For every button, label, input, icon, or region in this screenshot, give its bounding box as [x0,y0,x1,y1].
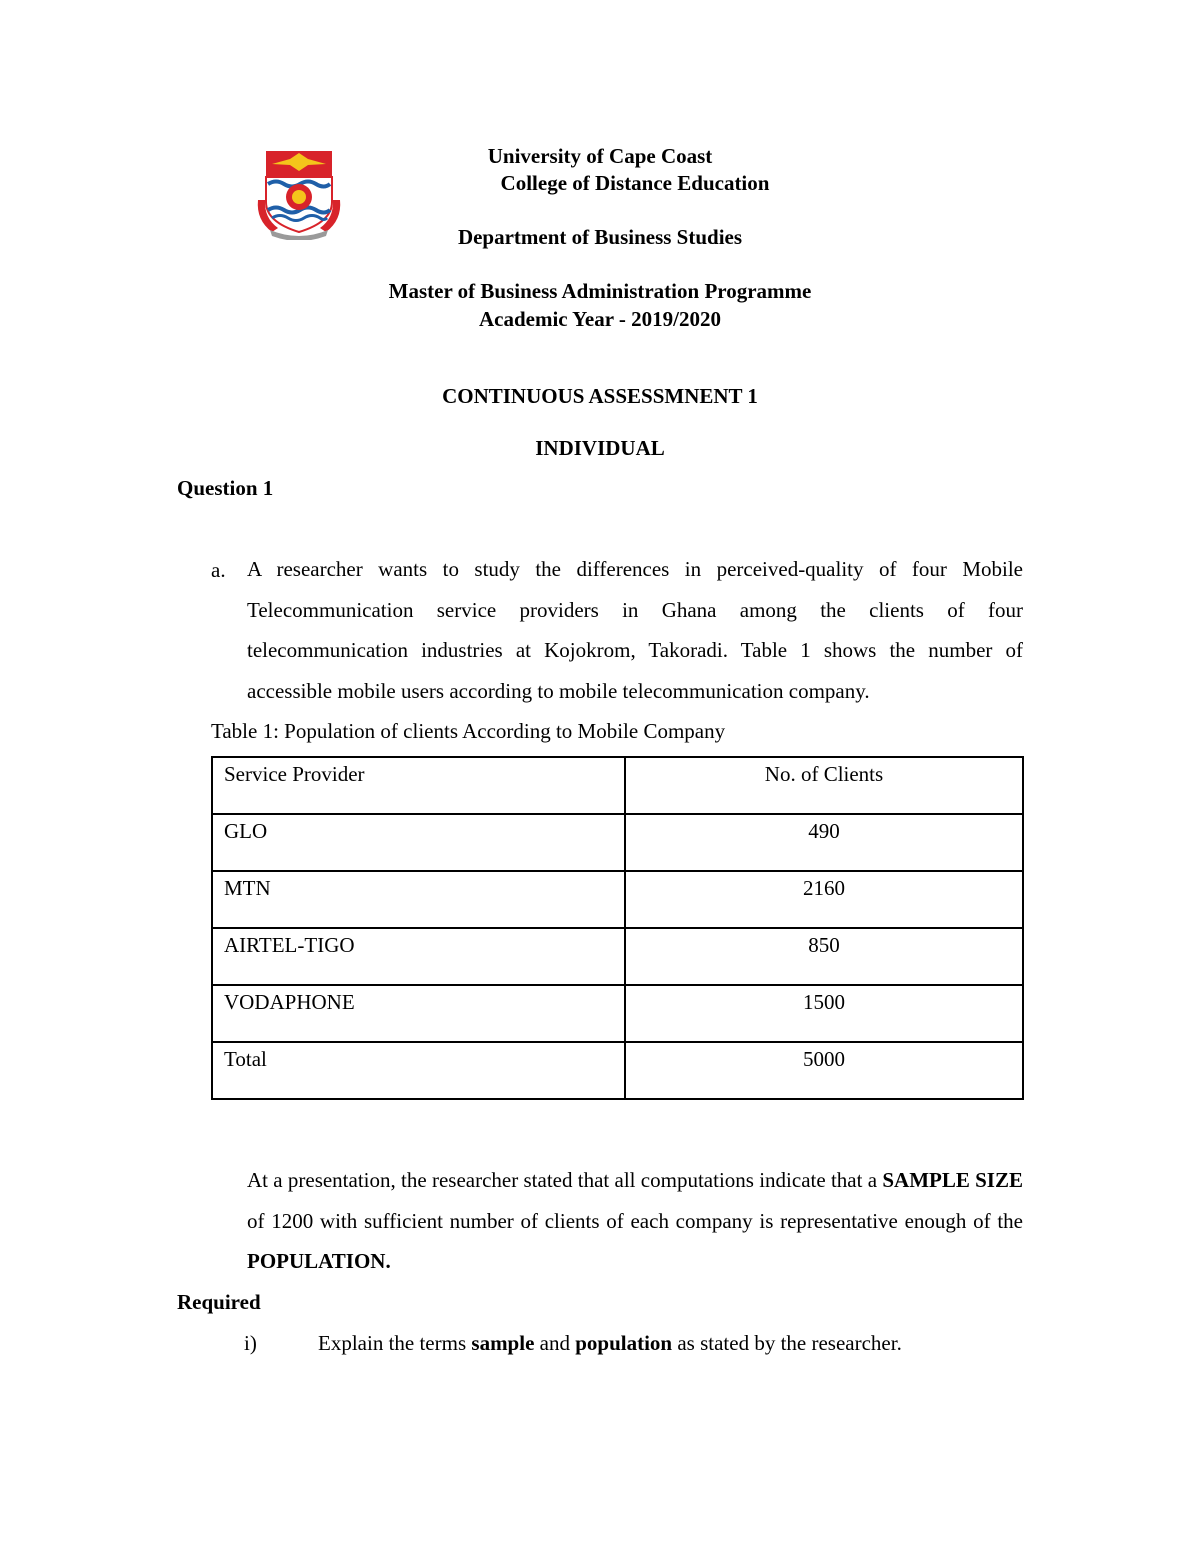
clients-table [211,756,1024,1100]
required-item-marker: i) [244,1331,257,1355]
table-row [212,871,1023,928]
table-header-cell: Service Provider [212,757,625,814]
table-row [212,928,1023,985]
total-value-cell: 5000 [625,1042,1023,1099]
presentation-text-1: At a presentation, the researcher stated that all computations indicate that a [247,1168,878,1192]
presentation-text-2: of 1200 with sufficient number of clients of each company is representative enough of the [247,1208,1023,1233]
programme-title: Master of Business Administration Programme [388,279,812,303]
table-row [212,985,1023,1042]
table-total-row [212,1042,1023,1099]
table-caption: Table 1: Population of clients According to Mobile Company [211,719,726,743]
table-header-row [212,757,1023,814]
college-title: College of Distance Education [500,171,770,195]
clients-cell: 2160 [625,871,1023,928]
provider-cell: MTN [212,871,625,928]
population-term: POPULATION. [247,1249,391,1273]
sample-size-term: SAMPLE SIZE [882,1168,1023,1192]
question-paragraph: A researcher wants to study the differences in perceived-quality of four Mobile Telecommunication service providers in Ghana among the clients of four telecommunication industries at Kojokrom, Takoradi. Table 1 shows the number of accessible mobile users according to mobile telecommunication company. [247,557,1023,703]
clients-cell: 850 [625,928,1023,985]
question-heading: Question 1 [177,476,274,500]
req-text-mid: and [534,1331,576,1355]
presentation-paragraph [247,1160,1023,1282]
term-sample: sample [471,1331,535,1355]
academic-year: Academic Year - 2019/2020 [478,307,722,331]
provider-cell: GLO [212,814,625,871]
clients-cell: 1500 [625,985,1023,1042]
total-label-cell: Total [212,1042,625,1099]
clients-cell: 490 [625,814,1023,871]
provider-cell: VODAPHONE [212,985,625,1042]
required-heading: Required [177,1290,261,1314]
table-header-cell: No. of Clients [625,757,1023,814]
req-text-pre: Explain the terms [318,1331,472,1355]
assessment-title: CONTINUOUS ASSESSMNENT 1 [442,384,758,408]
required-item-text [318,1329,902,1357]
department-title: Department of Business Studies [457,225,743,249]
table-row [212,814,1023,871]
req-text-post: as stated by the researcher. [672,1331,902,1355]
provider-cell: AIRTEL-TIGO [212,928,625,985]
term-population: population [575,1331,673,1355]
university-title: University of Cape Coast [487,144,713,168]
assessment-mode: INDIVIDUAL [535,436,665,460]
list-marker-a: a. [211,558,226,582]
